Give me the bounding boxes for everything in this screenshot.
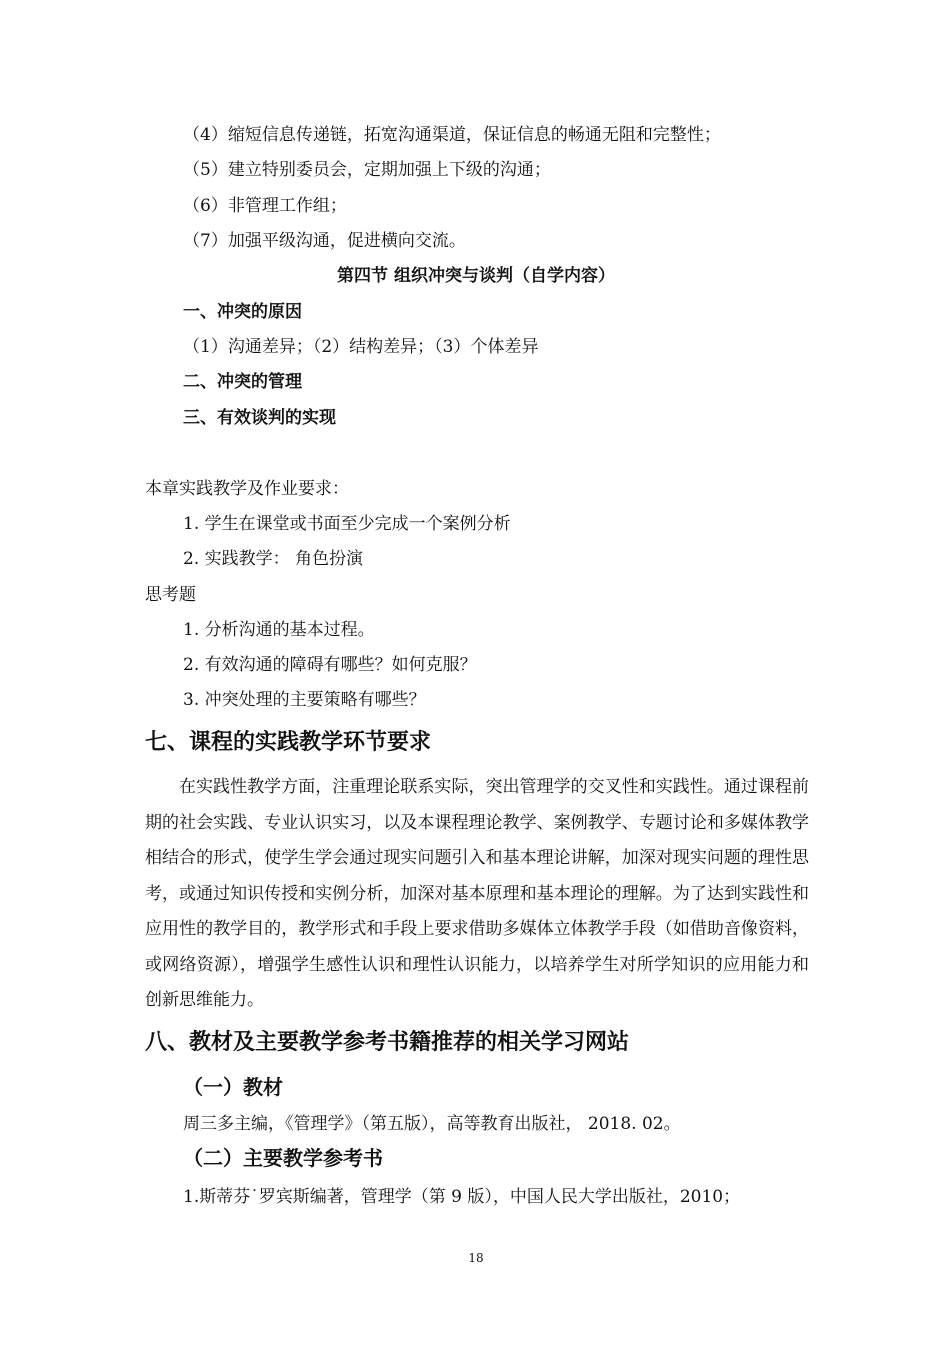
question-3: 3. 冲突处理的主要策略有哪些？ xyxy=(183,690,426,710)
practice-item-1: 1. 学生在课堂或书面至少完成一个案例分析 xyxy=(183,514,511,534)
section7-title: 七、课程的实践教学环节要求 xyxy=(145,730,432,755)
conflict-cause-heading: 一、冲突的原因 xyxy=(183,302,302,322)
negotiation-heading: 三、有效谈判的实现 xyxy=(183,408,336,428)
section8-title: 八、教材及主要教学参考书籍推荐的相关学习网站 xyxy=(145,1030,630,1055)
questions-heading: 思考题 xyxy=(145,585,196,605)
top-item-5: （5）建立特别委员会，定期加强上下级的沟通； xyxy=(183,160,551,180)
references-subheading: （二）主要教学参考书 xyxy=(183,1146,383,1170)
reference-1: 1.斯蒂芬˙罗宾斯编著，管理学（第 9 版），中国人民大学出版社，2010； xyxy=(183,1187,741,1207)
practice-heading: 本章实践教学及作业要求： xyxy=(145,479,349,499)
page-number: 18 xyxy=(468,1251,484,1265)
top-item-7: （7）加强平级沟通，促进横向交流。 xyxy=(183,231,466,251)
textbook-entry: 周三多主编，《管理学》（第五版），高等教育出版社， 2018. 02。 xyxy=(183,1114,681,1134)
question-1: 1. 分析沟通的基本过程。 xyxy=(183,620,375,640)
conflict-causes: （1）沟通差异；（2）结构差异；（3）个体差异 xyxy=(183,337,539,357)
conflict-management-heading: 二、冲突的管理 xyxy=(183,372,302,392)
textbook-subheading: （一）教材 xyxy=(183,1075,283,1099)
top-item-6: （6）非管理工作组； xyxy=(183,196,347,216)
section7-paragraph: 在实践性教学方面，注重理论联系实际，突出管理学的交叉性和实践性。通过课程前期的社会实践、专业认识实习，以及本课程理论教学、案例教学、专题讨论和多媒体教学相结合的形式，使学生学会通过现实问题引入和基本理论讲解，加深对现实问题的理性思考，或通过知识传授和实例分析，加深对基本原理和基本理论的理解。为了达到实践性和应用性的教学目的，教学形式和手段上要求借助多媒体立体教学手段（如借助音像资料，或网络资源），增强学生感性认识和理性认识能力，以培养学生对所学知识的应用能力和创新思维能力。 xyxy=(145,777,809,1010)
question-2: 2. 有效沟通的障碍有哪些？如何克服？ xyxy=(183,655,477,675)
practice-item-2: 2. 实践教学： 角色扮演 xyxy=(183,549,364,569)
section4-title: 第四节 组织冲突与谈判（自学内容） xyxy=(337,266,615,286)
top-item-4: （4）缩短信息传递链，拓宽沟通渠道，保证信息的畅通无阻和完整性； xyxy=(183,125,721,145)
